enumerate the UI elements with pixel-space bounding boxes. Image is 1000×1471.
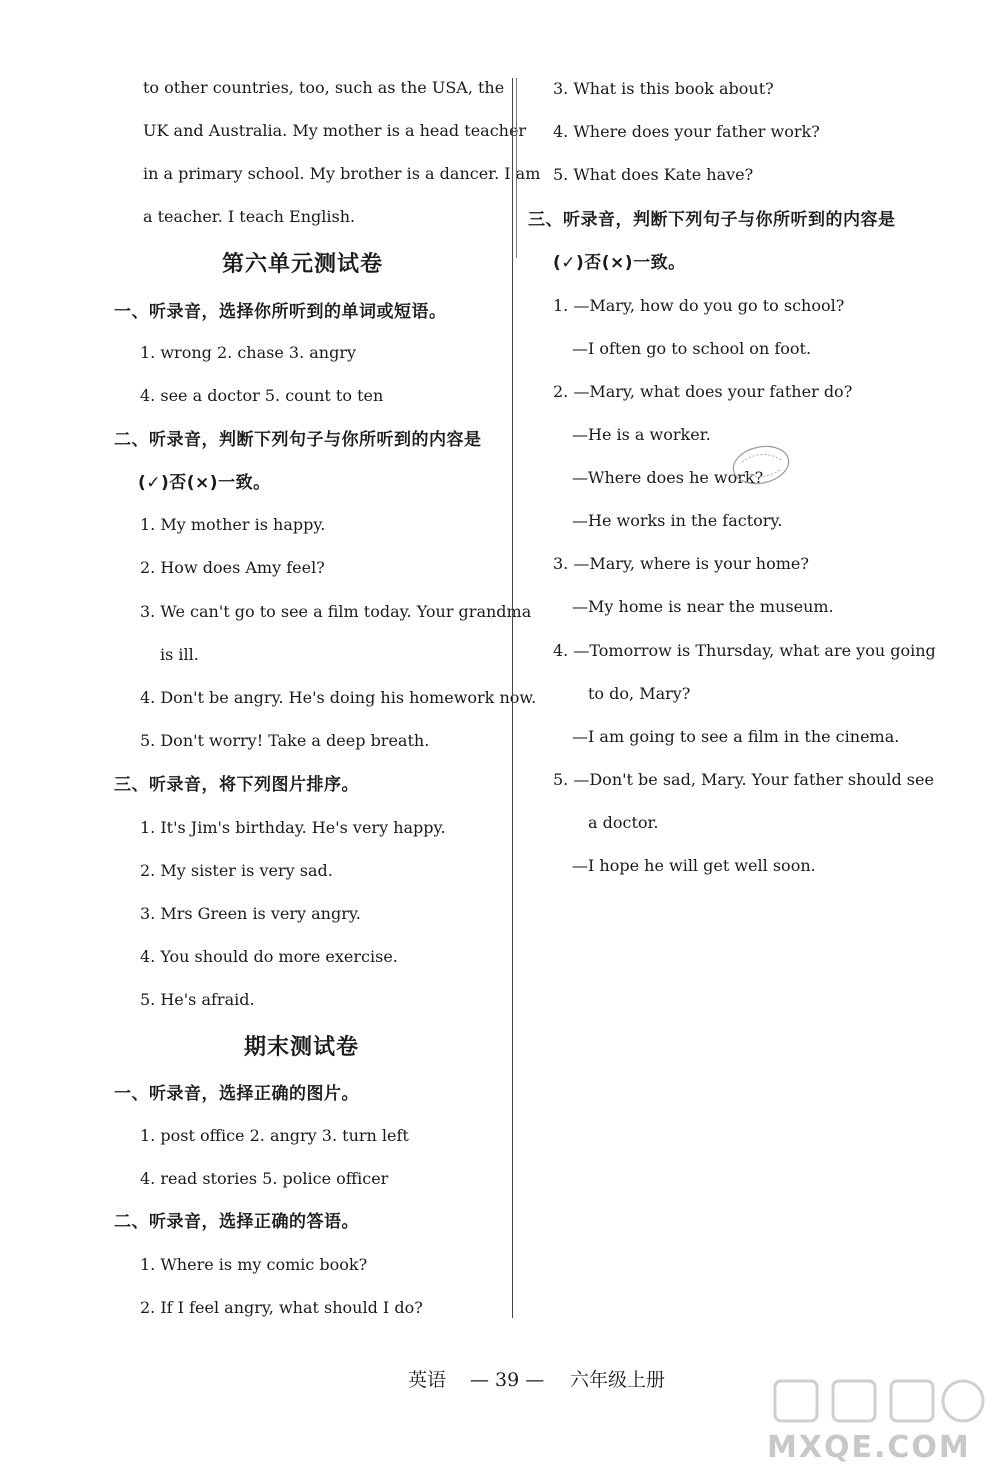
- unit6-part2-line: 2. How does Amy feel?: [140, 558, 325, 577]
- dialogue-line: 1. —Mary, how do you go to school?: [553, 296, 845, 315]
- right-part3-heading-cont: (✓)否(×)一致。: [553, 253, 686, 273]
- dialogue-line: 3. —Mary, where is your home?: [553, 554, 809, 573]
- dialogue-line: 4. —Tomorrow is Thursday, what are you going: [553, 641, 936, 660]
- dialogue-line: —He works in the factory.: [572, 511, 783, 530]
- unit6-part3-line: 2. My sister is very sad.: [140, 861, 333, 880]
- footer-page-number: — 39 —: [470, 1369, 545, 1391]
- column-divider: [512, 78, 513, 1318]
- unit6-part2-line: 1. My mother is happy.: [140, 515, 326, 534]
- intro-line: a teacher. I teach English.: [143, 207, 356, 226]
- column-divider-secondary: [516, 78, 517, 258]
- unit6-part2-heading-cont: (✓)否(×)一致。: [138, 473, 271, 493]
- unit6-part1-line: 4. see a doctor 5. count to ten: [140, 386, 384, 405]
- unit6-part3-line: 1. It's Jim's birthday. He's very happy.: [140, 818, 446, 837]
- final-test-title: 期末测试卷: [244, 1035, 360, 1060]
- final-part1-line: 4. read stories 5. police officer: [140, 1169, 389, 1188]
- footer-grade: 六年级上册: [570, 1369, 666, 1391]
- final-part1-heading: 一、听录音，选择正确的图片。: [114, 1084, 359, 1104]
- dialogue-line: to do, Mary?: [588, 684, 691, 703]
- dialogue-line: —I hope he will get well soon.: [572, 856, 816, 875]
- final-part2-line: 2. If I feel angry, what should I do?: [140, 1298, 423, 1317]
- watermark-logo-icon: [755, 1375, 995, 1467]
- unit6-part3-heading: 三、听录音，将下列图片排序。: [114, 775, 359, 795]
- unit6-part1-heading: 一、听录音，选择你所听到的单词或短语。: [114, 302, 447, 322]
- unit6-part3-line: 5. He's afraid.: [140, 990, 255, 1009]
- dialogue-line: 5. —Don't be sad, Mary. Your father should see: [553, 770, 934, 789]
- unit6-part2-line: is ill.: [160, 645, 199, 664]
- unit6-part3-line: 3. Mrs Green is very angry.: [140, 904, 361, 923]
- unit6-part1-line: 1. wrong 2. chase 3. angry: [140, 343, 357, 362]
- dialogue-line: —Where does he work?: [572, 468, 764, 487]
- final-part1-line: 1. post office 2. angry 3. turn left: [140, 1126, 409, 1145]
- final-part2-heading: 二、听录音，选择正确的答语。: [114, 1212, 359, 1232]
- dialogue-line: —My home is near the museum.: [572, 597, 834, 616]
- continued-line: 3. What is this book about?: [553, 79, 774, 98]
- right-part3-heading: 三、听录音，判断下列句子与你所听到的内容是: [528, 210, 896, 230]
- continued-line: 5. What does Kate have?: [553, 165, 754, 184]
- unit6-title: 第六单元测试卷: [222, 252, 384, 277]
- footer-subject: 英语: [408, 1369, 447, 1391]
- unit6-part3-line: 4. You should do more exercise.: [140, 947, 398, 966]
- unit6-part2-heading: 二、听录音，判断下列句子与你所听到的内容是: [114, 430, 482, 450]
- dialogue-line: a doctor.: [588, 813, 659, 832]
- intro-line: UK and Australia. My mother is a head teacher: [143, 121, 527, 140]
- dialogue-line: 2. —Mary, what does your father do?: [553, 382, 853, 401]
- intro-line: to other countries, too, such as the USA, the: [143, 78, 505, 97]
- unit6-part2-line: 4. Don't be angry. He's doing his homework now.: [140, 688, 537, 707]
- watermark-text: MXQE.COM: [767, 1430, 971, 1465]
- unit6-part2-line: 5. Don't worry! Take a deep breath.: [140, 731, 430, 750]
- final-part2-line: 1. Where is my comic book?: [140, 1255, 368, 1274]
- dialogue-line: —I often go to school on foot.: [572, 339, 812, 358]
- dialogue-line: —He is a worker.: [572, 425, 711, 444]
- stamp-mark-icon: [730, 440, 792, 490]
- continued-line: 4. Where does your father work?: [553, 122, 820, 141]
- unit6-part2-line: 3. We can't go to see a film today. Your grandma: [140, 602, 532, 621]
- dialogue-line: —I am going to see a film in the cinema.: [572, 727, 900, 746]
- intro-line: in a primary school. My brother is a dancer. I am: [143, 164, 541, 183]
